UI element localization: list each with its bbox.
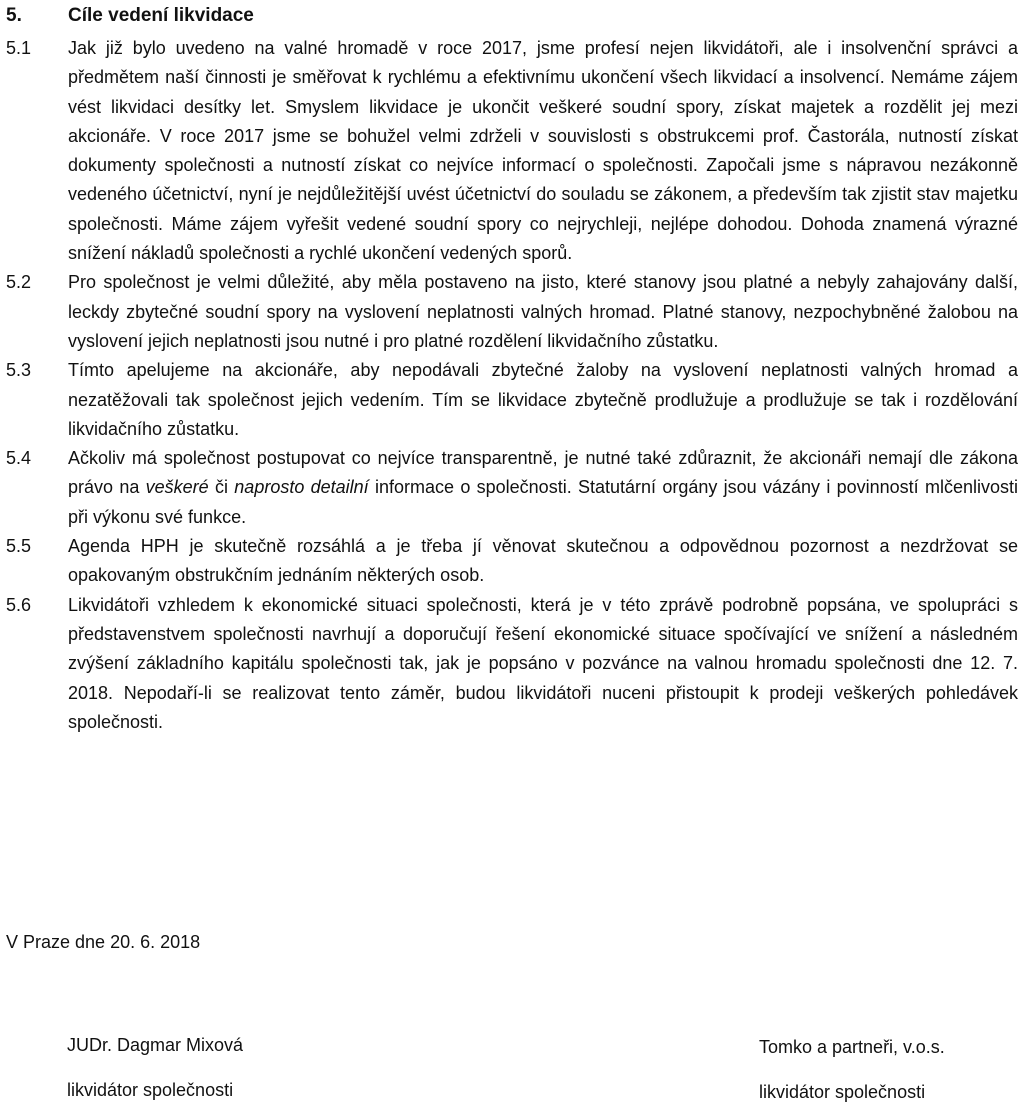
signatory-right-role: likvidátor společnosti <box>759 1082 926 1102</box>
section-title: Cíle vedení likvidace <box>68 5 254 26</box>
italic-run: veškeré <box>145 477 209 498</box>
paragraph-5-6 <box>6 591 1018 737</box>
paragraph-number: 5.6 <box>6 594 32 615</box>
section-number: 5. <box>6 5 22 26</box>
text-run: Ačkoliv má společnost postupovat co nejvíce transparentně, je nutné také zdůraznit, že akcionáři nemají dle zákona právo na <box>68 448 1018 498</box>
paragraph-text: Likvidátoři vzhledem k ekonomické situaci společnosti, která je v této zprávě podrobně popsána, ve spolupráci s představenstvem společnosti navrhují a doporučují řešení ekonomické situace spočívající ve snížení a následném zvýšení základního kapitálu společnosti tak, jak je popsáno v pozvánce na valnou hromadu společnosti dne 12. 7. 2018. Nepodaří-li se realizovat tento záměr, budou likvidátoři nuceni přistoupit k prodeji veškerých pohledávek společnosti. <box>68 594 1018 732</box>
paragraph-number: 5.1 <box>6 38 32 58</box>
signatory-left-name: JUDr. Dagmar Mixová <box>67 1035 244 1055</box>
paragraph-text: Jak již bylo uvedeno na valné hromadě v roce 2017, jsme profesí nejen likvidátoři, ale i insolvenční správci a předmětem naší činnosti je směřovat k rychlému a efektivnímu ukončení všech likvidací a insolvencí. Nemáme zájem vést likvidaci desítky let. Smyslem likvidace je ukončit veškeré soudní spory, získat majetek a rozdělit jej mezi akcionáře. V roce 2017 jsme se bohužel velmi zdrželi v souvislosti s obstrukcemi prof. Častorála, nutností získat dokumenty společnosti a nutností získat co nejvíce informací o společnosti. Započali jsme s nápravou nezákonně vedeného účetnictví, nyní je nejdůležitější uvést účetnictví do souladu se zákonem, a především tak zjistit stav majetku společnosti. Máme zájem vyřešit vedené soudní spory co nejrychleji, nejlépe dohodou. Dohoda znamená výrazné snížení nákladů společnosti a rychlé ukončení vedených sporů. <box>68 38 1018 264</box>
paragraph-number: 5.5 <box>6 536 32 557</box>
italic-run: naprosto detailní <box>234 477 369 498</box>
paragraph-5-1 <box>6 34 1018 268</box>
paragraph-text <box>68 444 1018 532</box>
paragraph-5-2 <box>6 268 1018 356</box>
paragraph-5-3 <box>6 356 1018 444</box>
text-run: informace o společnosti. Statutární orgány jsou vázány i povinností mlčenlivosti při výkonu své funkce. <box>68 477 1019 527</box>
paragraph-list <box>6 34 1018 737</box>
paragraph-number: 5.2 <box>6 272 32 293</box>
signatory-left-role: likvidátor společnosti <box>67 1080 234 1100</box>
paragraph-5-5 <box>6 532 1018 591</box>
paragraph-text: Tímto apelujeme na akcionáře, aby nepodávali zbytečné žaloby na vyslovení neplatnosti valných hromad a nezatěžovali tak společnost jejich vedením. Tím se likvidace zbytečně prodlužuje a prodlužuje se tak i rozdělování likvidačního zůstatku. <box>68 360 1018 439</box>
paragraph-text: Pro společnost je velmi důležité, aby měla postaveno na jisto, které stanovy jsou platné a nebyly zahajovány další, leckdy zbytečné soudní spory na vyslovení neplatnosti valných hromad. Platné stanovy, nezpochybněné žalobou na vyslovení jejich neplatnosti jsou nutné i pro platné rozdělení likvidačního zůstatku. <box>68 272 1018 351</box>
section-heading <box>6 2 254 30</box>
paragraph-5-4 <box>6 444 1018 532</box>
paragraph-number: 5.4 <box>6 448 32 469</box>
text-run: či <box>208 477 235 498</box>
paragraph-text: Agenda HPH je skutečně rozsáhlá a je třeba jí věnovat skutečnou a odpovědnou pozornost a nezdržovat se opakovaným obstrukčním jednáním některých osob. <box>68 536 1018 586</box>
signatory-right-name: Tomko a partneři, v.o.s. <box>759 1037 945 1057</box>
place-date: V Praze dne 20. 6. 2018 <box>6 932 201 952</box>
paragraph-number: 5.3 <box>6 360 32 381</box>
